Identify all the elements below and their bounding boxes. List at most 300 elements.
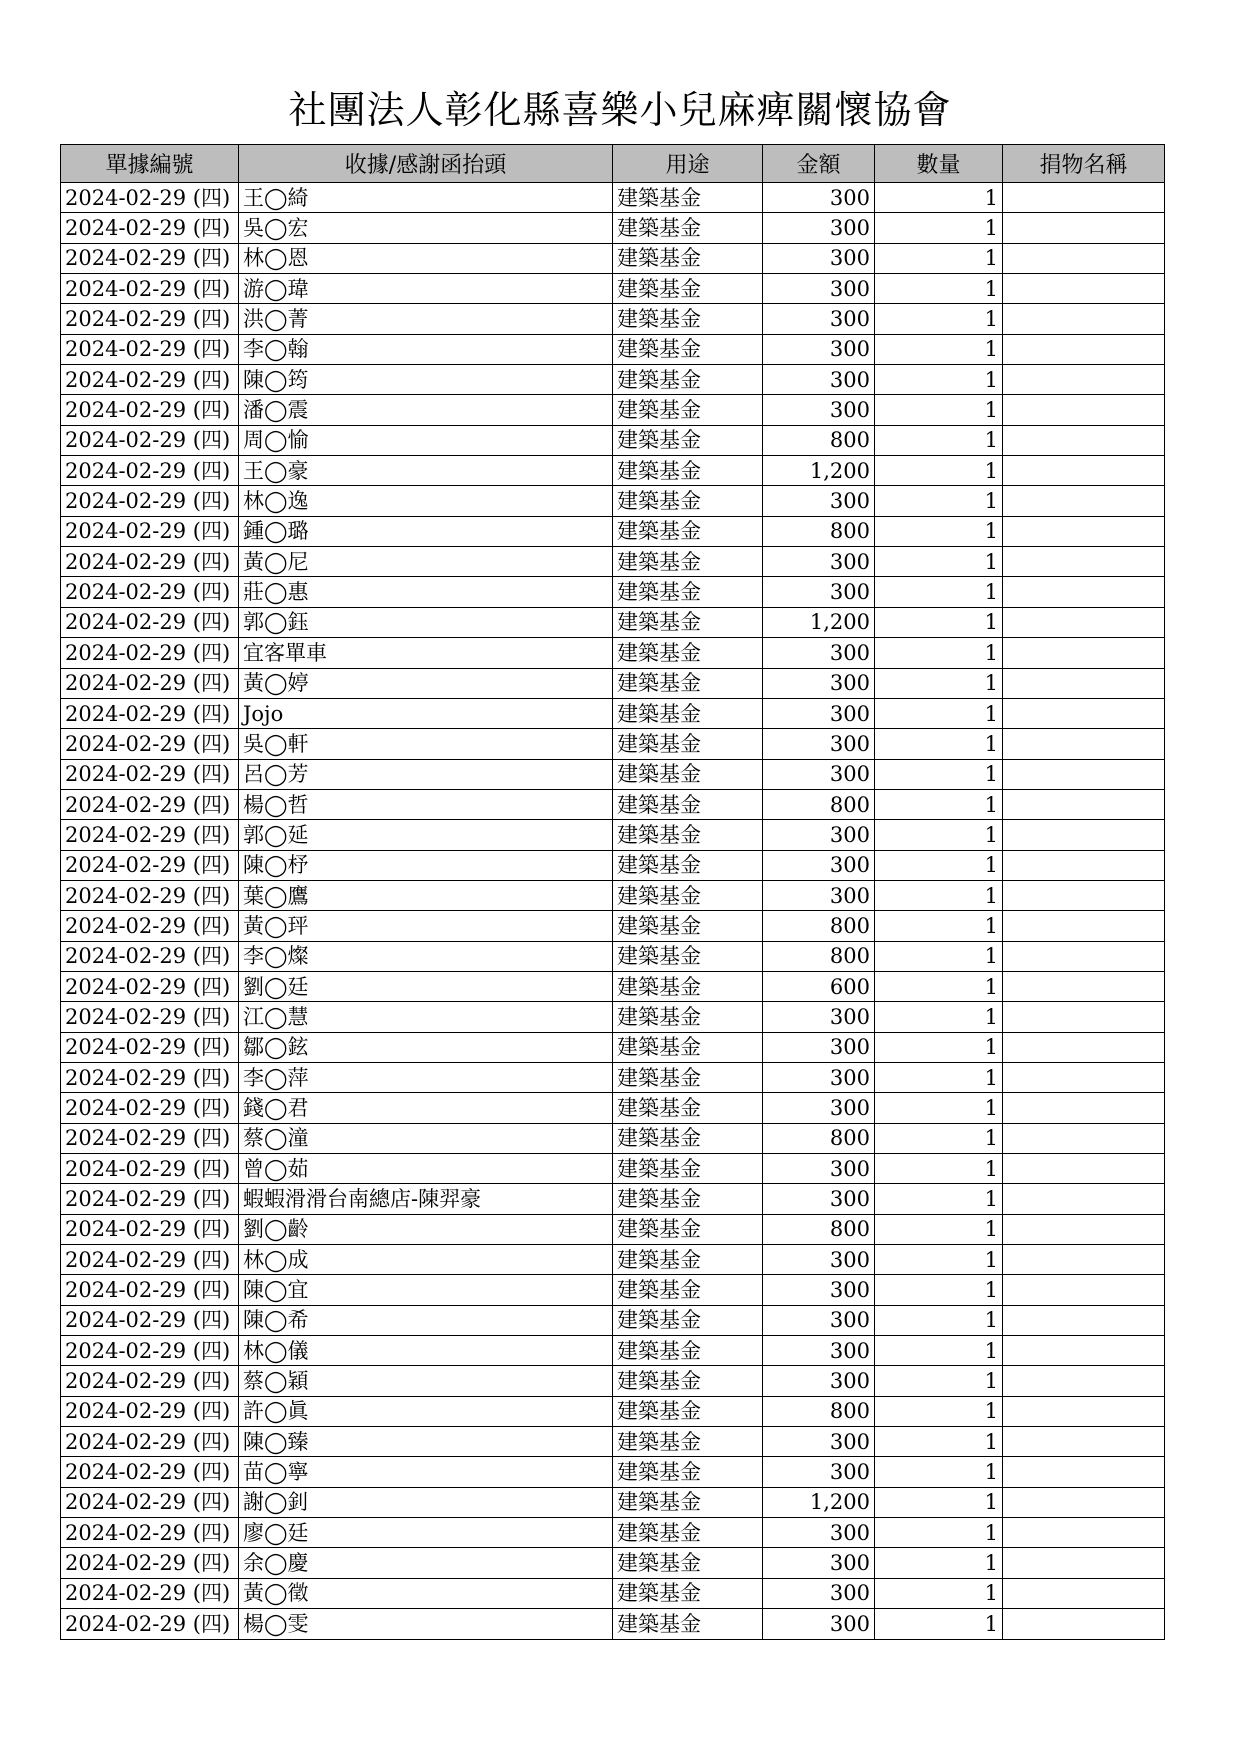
cell-purpose: 建築基金 — [613, 213, 763, 243]
cell-amount: 300 — [763, 1245, 875, 1275]
cell-quantity: 1 — [875, 1609, 1003, 1639]
table-row — [61, 365, 1165, 395]
cell-amount: 300 — [763, 1093, 875, 1123]
cell-purpose: 建築基金 — [613, 668, 763, 698]
cell-receipt-number: 2024-02-29 (四) — [61, 395, 239, 425]
cell-amount: 300 — [763, 1275, 875, 1305]
col-header-recipient-title: 收據/感謝函抬頭 — [239, 145, 613, 183]
cell-receipt-number: 2024-02-29 (四) — [61, 183, 239, 213]
cell-purpose: 建築基金 — [613, 698, 763, 728]
cell-quantity: 1 — [875, 425, 1003, 455]
cell-amount: 1,200 — [763, 456, 875, 486]
cell-purpose: 建築基金 — [613, 1093, 763, 1123]
cell-item-name — [1003, 971, 1165, 1001]
cell-recipient-title: 劉◯廷 — [239, 971, 613, 1001]
cell-item-name — [1003, 1184, 1165, 1214]
table-row — [61, 880, 1165, 910]
cell-item-name — [1003, 1336, 1165, 1366]
cell-recipient-title: 呂◯芳 — [239, 759, 613, 789]
cell-recipient-title: 林◯恩 — [239, 243, 613, 273]
cell-quantity: 1 — [875, 971, 1003, 1001]
cell-recipient-title: 莊◯惠 — [239, 577, 613, 607]
cell-quantity: 1 — [875, 1427, 1003, 1457]
cell-quantity: 1 — [875, 334, 1003, 364]
cell-purpose: 建築基金 — [613, 729, 763, 759]
cell-item-name — [1003, 274, 1165, 304]
cell-receipt-number: 2024-02-29 (四) — [61, 1336, 239, 1366]
cell-item-name — [1003, 1245, 1165, 1275]
cell-purpose: 建築基金 — [613, 820, 763, 850]
cell-quantity: 1 — [875, 820, 1003, 850]
cell-recipient-title: 許◯眞 — [239, 1396, 613, 1426]
table-row — [61, 1548, 1165, 1578]
table-row — [61, 1245, 1165, 1275]
cell-purpose: 建築基金 — [613, 1214, 763, 1244]
cell-recipient-title: 錢◯君 — [239, 1093, 613, 1123]
cell-purpose: 建築基金 — [613, 243, 763, 273]
cell-receipt-number: 2024-02-29 (四) — [61, 1457, 239, 1487]
cell-quantity: 1 — [875, 668, 1003, 698]
cell-purpose: 建築基金 — [613, 1427, 763, 1457]
cell-amount: 300 — [763, 1609, 875, 1639]
cell-item-name — [1003, 941, 1165, 971]
cell-item-name — [1003, 365, 1165, 395]
table-row — [61, 243, 1165, 273]
cell-quantity: 1 — [875, 729, 1003, 759]
cell-recipient-title: 曾◯茹 — [239, 1154, 613, 1184]
cell-quantity: 1 — [875, 486, 1003, 516]
cell-amount: 300 — [763, 274, 875, 304]
table-row — [61, 1336, 1165, 1366]
cell-amount: 300 — [763, 1305, 875, 1335]
cell-purpose: 建築基金 — [613, 1275, 763, 1305]
cell-purpose: 建築基金 — [613, 911, 763, 941]
table-row — [61, 1214, 1165, 1244]
cell-item-name — [1003, 880, 1165, 910]
cell-item-name — [1003, 456, 1165, 486]
cell-receipt-number: 2024-02-29 (四) — [61, 607, 239, 637]
table-row — [61, 1032, 1165, 1062]
cell-amount: 1,200 — [763, 1487, 875, 1517]
cell-receipt-number: 2024-02-29 (四) — [61, 516, 239, 546]
cell-item-name — [1003, 1487, 1165, 1517]
cell-amount: 300 — [763, 850, 875, 880]
col-header-item-name: 捐物名稱 — [1003, 145, 1165, 183]
cell-recipient-title: 李◯萍 — [239, 1062, 613, 1092]
col-header-quantity: 數量 — [875, 145, 1003, 183]
table-row — [61, 1609, 1165, 1639]
cell-amount: 300 — [763, 1366, 875, 1396]
cell-receipt-number: 2024-02-29 (四) — [61, 1427, 239, 1457]
cell-recipient-title: 葉◯鷹 — [239, 880, 613, 910]
table-row — [61, 1062, 1165, 1092]
cell-receipt-number: 2024-02-29 (四) — [61, 729, 239, 759]
cell-purpose: 建築基金 — [613, 577, 763, 607]
cell-purpose: 建築基金 — [613, 1396, 763, 1426]
table-row — [61, 456, 1165, 486]
cell-recipient-title: 李◯燦 — [239, 941, 613, 971]
table-row — [61, 911, 1165, 941]
table-row — [61, 971, 1165, 1001]
cell-quantity: 1 — [875, 365, 1003, 395]
cell-purpose: 建築基金 — [613, 1578, 763, 1608]
donation-table — [60, 144, 1165, 1640]
cell-item-name — [1003, 1275, 1165, 1305]
cell-recipient-title: 劉◯齡 — [239, 1214, 613, 1244]
cell-recipient-title: 吳◯宏 — [239, 213, 613, 243]
cell-recipient-title: 黃◯徵 — [239, 1578, 613, 1608]
cell-item-name — [1003, 213, 1165, 243]
cell-recipient-title: 郭◯延 — [239, 820, 613, 850]
col-header-amount: 金額 — [763, 145, 875, 183]
cell-receipt-number: 2024-02-29 (四) — [61, 971, 239, 1001]
cell-recipient-title: 洪◯菁 — [239, 304, 613, 334]
cell-receipt-number: 2024-02-29 (四) — [61, 243, 239, 273]
cell-amount: 300 — [763, 1032, 875, 1062]
cell-item-name — [1003, 1609, 1165, 1639]
cell-quantity: 1 — [875, 789, 1003, 819]
cell-recipient-title: 郭◯鈺 — [239, 607, 613, 637]
table-row — [61, 213, 1165, 243]
cell-purpose: 建築基金 — [613, 425, 763, 455]
cell-quantity: 1 — [875, 1032, 1003, 1062]
cell-recipient-title: 陳◯筠 — [239, 365, 613, 395]
cell-item-name — [1003, 729, 1165, 759]
cell-item-name — [1003, 1518, 1165, 1548]
cell-quantity: 1 — [875, 941, 1003, 971]
cell-item-name — [1003, 820, 1165, 850]
cell-item-name — [1003, 1396, 1165, 1426]
cell-quantity: 1 — [875, 638, 1003, 668]
cell-receipt-number: 2024-02-29 (四) — [61, 1032, 239, 1062]
cell-quantity: 1 — [875, 1002, 1003, 1032]
cell-amount: 300 — [763, 1184, 875, 1214]
cell-amount: 800 — [763, 789, 875, 819]
cell-item-name — [1003, 425, 1165, 455]
cell-quantity: 1 — [875, 1093, 1003, 1123]
cell-recipient-title: 宜客單車 — [239, 638, 613, 668]
cell-item-name — [1003, 1093, 1165, 1123]
cell-amount: 1,200 — [763, 607, 875, 637]
cell-purpose: 建築基金 — [613, 1548, 763, 1578]
cell-amount: 300 — [763, 213, 875, 243]
table-row — [61, 1457, 1165, 1487]
cell-recipient-title: 苗◯寧 — [239, 1457, 613, 1487]
cell-item-name — [1003, 183, 1165, 213]
cell-item-name — [1003, 1305, 1165, 1335]
cell-amount: 300 — [763, 304, 875, 334]
table-row — [61, 395, 1165, 425]
table-row — [61, 274, 1165, 304]
cell-recipient-title: 黃◯婷 — [239, 668, 613, 698]
table-row — [61, 577, 1165, 607]
cell-item-name — [1003, 243, 1165, 273]
cell-quantity: 1 — [875, 880, 1003, 910]
cell-item-name — [1003, 1002, 1165, 1032]
cell-item-name — [1003, 759, 1165, 789]
cell-amount: 300 — [763, 577, 875, 607]
cell-purpose: 建築基金 — [613, 1609, 763, 1639]
cell-recipient-title: 楊◯哲 — [239, 789, 613, 819]
cell-recipient-title: 李◯翰 — [239, 334, 613, 364]
cell-amount: 300 — [763, 1427, 875, 1457]
cell-receipt-number: 2024-02-29 (四) — [61, 1548, 239, 1578]
table-row — [61, 516, 1165, 546]
cell-receipt-number: 2024-02-29 (四) — [61, 1305, 239, 1335]
cell-receipt-number: 2024-02-29 (四) — [61, 698, 239, 728]
cell-purpose: 建築基金 — [613, 456, 763, 486]
cell-quantity: 1 — [875, 1214, 1003, 1244]
document-title: 社團法人彰化縣喜樂小兒麻痺關懷協會 — [288, 88, 952, 132]
cell-recipient-title: 吳◯軒 — [239, 729, 613, 759]
cell-item-name — [1003, 1578, 1165, 1608]
cell-amount: 300 — [763, 820, 875, 850]
cell-purpose: 建築基金 — [613, 1457, 763, 1487]
cell-receipt-number: 2024-02-29 (四) — [61, 1245, 239, 1275]
cell-quantity: 1 — [875, 698, 1003, 728]
cell-amount: 300 — [763, 183, 875, 213]
cell-receipt-number: 2024-02-29 (四) — [61, 820, 239, 850]
cell-quantity: 1 — [875, 1396, 1003, 1426]
cell-amount: 300 — [763, 880, 875, 910]
cell-quantity: 1 — [875, 1366, 1003, 1396]
cell-purpose: 建築基金 — [613, 1487, 763, 1517]
cell-purpose: 建築基金 — [613, 365, 763, 395]
cell-purpose: 建築基金 — [613, 516, 763, 546]
table-row — [61, 1487, 1165, 1517]
cell-recipient-title: 陳◯宜 — [239, 1275, 613, 1305]
table-row — [61, 425, 1165, 455]
table-row — [61, 1002, 1165, 1032]
cell-item-name — [1003, 638, 1165, 668]
cell-quantity: 1 — [875, 1578, 1003, 1608]
cell-recipient-title: 楊◯雯 — [239, 1609, 613, 1639]
cell-purpose: 建築基金 — [613, 183, 763, 213]
col-header-receipt-number: 單據編號 — [61, 145, 239, 183]
cell-amount: 300 — [763, 1336, 875, 1366]
cell-purpose: 建築基金 — [613, 1336, 763, 1366]
cell-purpose: 建築基金 — [613, 1518, 763, 1548]
cell-receipt-number: 2024-02-29 (四) — [61, 1062, 239, 1092]
cell-receipt-number: 2024-02-29 (四) — [61, 1214, 239, 1244]
cell-amount: 300 — [763, 1518, 875, 1548]
cell-purpose: 建築基金 — [613, 1184, 763, 1214]
cell-item-name — [1003, 486, 1165, 516]
cell-receipt-number: 2024-02-29 (四) — [61, 911, 239, 941]
cell-amount: 300 — [763, 1154, 875, 1184]
cell-recipient-title: 游◯瑋 — [239, 274, 613, 304]
cell-amount: 300 — [763, 1578, 875, 1608]
table-row — [61, 1427, 1165, 1457]
table-row — [61, 1184, 1165, 1214]
cell-recipient-title: 江◯慧 — [239, 1002, 613, 1032]
cell-quantity: 1 — [875, 1336, 1003, 1366]
cell-quantity: 1 — [875, 577, 1003, 607]
cell-quantity: 1 — [875, 183, 1003, 213]
cell-quantity: 1 — [875, 304, 1003, 334]
table-row — [61, 759, 1165, 789]
cell-purpose: 建築基金 — [613, 789, 763, 819]
cell-receipt-number: 2024-02-29 (四) — [61, 486, 239, 516]
cell-receipt-number: 2024-02-29 (四) — [61, 1275, 239, 1305]
cell-purpose: 建築基金 — [613, 274, 763, 304]
cell-quantity: 1 — [875, 1184, 1003, 1214]
cell-amount: 800 — [763, 425, 875, 455]
table-row — [61, 1154, 1165, 1184]
cell-receipt-number: 2024-02-29 (四) — [61, 304, 239, 334]
cell-receipt-number: 2024-02-29 (四) — [61, 1518, 239, 1548]
cell-amount: 300 — [763, 1548, 875, 1578]
cell-quantity: 1 — [875, 1305, 1003, 1335]
cell-receipt-number: 2024-02-29 (四) — [61, 547, 239, 577]
cell-item-name — [1003, 395, 1165, 425]
table-row — [61, 1093, 1165, 1123]
cell-receipt-number: 2024-02-29 (四) — [61, 1093, 239, 1123]
cell-amount: 300 — [763, 638, 875, 668]
cell-recipient-title: 林◯逸 — [239, 486, 613, 516]
cell-quantity: 1 — [875, 911, 1003, 941]
cell-purpose: 建築基金 — [613, 304, 763, 334]
cell-quantity: 1 — [875, 1518, 1003, 1548]
cell-purpose: 建築基金 — [613, 941, 763, 971]
cell-receipt-number: 2024-02-29 (四) — [61, 456, 239, 486]
cell-amount: 300 — [763, 243, 875, 273]
cell-quantity: 1 — [875, 1548, 1003, 1578]
cell-amount: 800 — [763, 911, 875, 941]
cell-recipient-title: 蔡◯潼 — [239, 1123, 613, 1153]
cell-receipt-number: 2024-02-29 (四) — [61, 577, 239, 607]
cell-item-name — [1003, 668, 1165, 698]
table-row — [61, 820, 1165, 850]
table-row — [61, 1578, 1165, 1608]
cell-amount: 300 — [763, 698, 875, 728]
cell-purpose: 建築基金 — [613, 1062, 763, 1092]
cell-amount: 300 — [763, 547, 875, 577]
cell-item-name — [1003, 334, 1165, 364]
cell-purpose: 建築基金 — [613, 1123, 763, 1153]
cell-recipient-title: 黃◯尼 — [239, 547, 613, 577]
cell-purpose: 建築基金 — [613, 1032, 763, 1062]
cell-purpose: 建築基金 — [613, 1245, 763, 1275]
cell-purpose: 建築基金 — [613, 971, 763, 1001]
cell-amount: 300 — [763, 334, 875, 364]
cell-quantity: 1 — [875, 1154, 1003, 1184]
cell-item-name — [1003, 698, 1165, 728]
table-row — [61, 698, 1165, 728]
cell-quantity: 1 — [875, 1487, 1003, 1517]
cell-purpose: 建築基金 — [613, 395, 763, 425]
cell-item-name — [1003, 1154, 1165, 1184]
cell-item-name — [1003, 1427, 1165, 1457]
cell-purpose: 建築基金 — [613, 1366, 763, 1396]
cell-amount: 300 — [763, 759, 875, 789]
cell-purpose: 建築基金 — [613, 334, 763, 364]
cell-item-name — [1003, 1214, 1165, 1244]
cell-purpose: 建築基金 — [613, 880, 763, 910]
cell-purpose: 建築基金 — [613, 547, 763, 577]
cell-purpose: 建築基金 — [613, 1305, 763, 1335]
cell-purpose: 建築基金 — [613, 486, 763, 516]
cell-item-name — [1003, 1366, 1165, 1396]
cell-amount: 800 — [763, 516, 875, 546]
cell-receipt-number: 2024-02-29 (四) — [61, 850, 239, 880]
cell-recipient-title: 蔡◯穎 — [239, 1366, 613, 1396]
cell-recipient-title: 林◯儀 — [239, 1336, 613, 1366]
cell-receipt-number: 2024-02-29 (四) — [61, 880, 239, 910]
cell-receipt-number: 2024-02-29 (四) — [61, 1366, 239, 1396]
table-row — [61, 789, 1165, 819]
cell-quantity: 1 — [875, 850, 1003, 880]
cell-receipt-number: 2024-02-29 (四) — [61, 274, 239, 304]
cell-amount: 300 — [763, 1062, 875, 1092]
cell-amount: 800 — [763, 1214, 875, 1244]
cell-receipt-number: 2024-02-29 (四) — [61, 941, 239, 971]
cell-recipient-title: 王◯豪 — [239, 456, 613, 486]
cell-purpose: 建築基金 — [613, 607, 763, 637]
cell-item-name — [1003, 304, 1165, 334]
cell-amount: 300 — [763, 668, 875, 698]
cell-recipient-title: 謝◯釗 — [239, 1487, 613, 1517]
cell-amount: 800 — [763, 1123, 875, 1153]
cell-purpose: 建築基金 — [613, 759, 763, 789]
cell-item-name — [1003, 1123, 1165, 1153]
table-row — [61, 1518, 1165, 1548]
cell-receipt-number: 2024-02-29 (四) — [61, 1487, 239, 1517]
cell-receipt-number: 2024-02-29 (四) — [61, 1123, 239, 1153]
table-row — [61, 607, 1165, 637]
cell-amount: 300 — [763, 729, 875, 759]
cell-amount: 300 — [763, 1457, 875, 1487]
cell-item-name — [1003, 1457, 1165, 1487]
cell-item-name — [1003, 789, 1165, 819]
cell-purpose: 建築基金 — [613, 1154, 763, 1184]
table-row — [61, 638, 1165, 668]
cell-recipient-title: 鄒◯鉉 — [239, 1032, 613, 1062]
cell-item-name — [1003, 607, 1165, 637]
table-row — [61, 547, 1165, 577]
cell-recipient-title: 周◯愉 — [239, 425, 613, 455]
cell-quantity: 1 — [875, 607, 1003, 637]
cell-receipt-number: 2024-02-29 (四) — [61, 425, 239, 455]
cell-recipient-title: 陳◯臻 — [239, 1427, 613, 1457]
cell-recipient-title: 黃◯玶 — [239, 911, 613, 941]
cell-recipient-title: 潘◯震 — [239, 395, 613, 425]
cell-item-name — [1003, 911, 1165, 941]
table-row — [61, 668, 1165, 698]
cell-amount: 800 — [763, 941, 875, 971]
cell-quantity: 1 — [875, 213, 1003, 243]
cell-receipt-number: 2024-02-29 (四) — [61, 365, 239, 395]
cell-recipient-title: 余◯慶 — [239, 1548, 613, 1578]
table-row — [61, 1366, 1165, 1396]
cell-item-name — [1003, 1062, 1165, 1092]
cell-quantity: 1 — [875, 1457, 1003, 1487]
cell-recipient-title: 廖◯廷 — [239, 1518, 613, 1548]
cell-quantity: 1 — [875, 547, 1003, 577]
table-row — [61, 941, 1165, 971]
cell-item-name — [1003, 850, 1165, 880]
cell-receipt-number: 2024-02-29 (四) — [61, 1609, 239, 1639]
cell-recipient-title: 蝦蝦滑滑台南總店-陳羿豪 — [239, 1184, 613, 1214]
cell-recipient-title: 鍾◯璐 — [239, 516, 613, 546]
cell-receipt-number: 2024-02-29 (四) — [61, 1154, 239, 1184]
cell-item-name — [1003, 547, 1165, 577]
table-row — [61, 1396, 1165, 1426]
table-row — [61, 850, 1165, 880]
cell-quantity: 1 — [875, 1062, 1003, 1092]
table-row — [61, 304, 1165, 334]
table-row — [61, 334, 1165, 364]
